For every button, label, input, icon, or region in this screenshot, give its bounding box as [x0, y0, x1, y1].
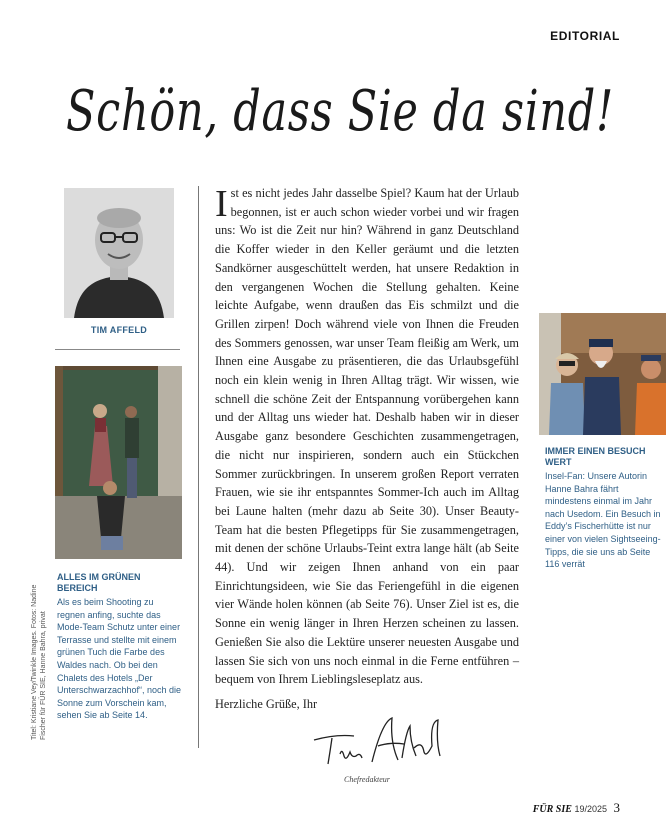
magazine-brand: FÜR SIE: [532, 804, 572, 815]
signature-role: Chefredakteur: [344, 775, 390, 784]
drop-cap: I: [215, 183, 228, 225]
page-footer: [533, 800, 620, 816]
photo-credit: Titel: Kristiane Vey/Twinkle Images. Fotos: Nadine Fischer für FÜR SIE, Hanne Bahra, privat: [31, 584, 47, 740]
section-label: EDITORIAL: [550, 29, 620, 43]
left-caption-title: ALLES IM GRÜNEN BEREICH: [57, 572, 141, 593]
portrait-photo: [64, 188, 174, 318]
divider: [55, 349, 180, 350]
handwritten-headline: [62, 62, 622, 152]
right-caption-title: IMMER EINEN BESUCH WERT: [545, 446, 646, 467]
issue-number: 19/2025: [574, 804, 607, 814]
greeting: Herzliche Grüße, Ihr: [215, 697, 318, 711]
photo-visit: [539, 313, 666, 435]
signature-image: [306, 712, 456, 774]
column-divider: [198, 186, 199, 748]
page-number: 3: [613, 800, 620, 815]
portrait-caption: TIM AFFELD: [90, 325, 148, 335]
headline-text: Schön, dass Sie da sind!: [66, 79, 614, 144]
editorial-body: [215, 184, 519, 689]
photo-shooting: [55, 366, 182, 559]
editorial-text: st es nicht jedes Jahr dasselbe Spiel? Kaum hat der Urlaub begonnen, ist er auch schon wieder vorbei und wir fragen uns: Wo ist die Zeit nur hin? Während in ganz Deutschland die Koffer wieder in den Keller geräumt und die letzten Sandkörner ausgeschüttelt werden, hat unsere Redaktion in den vergangenen Wochen die Stellung gehalten. Keine leichte Aufgabe, wenn draußen das Eis schmilzt und die Grillen zirpen! Doch während viele von Ihnen die Freuden des Sommers genossen, war unser Team fleißig am Werk, um Ihnen eine Ausgabe zu präsentieren, die das Urlaubsgefühl noch ein klein wenig in Ihren Alltag trägt. Wir wissen, wie schnell die schöne Zeit der Entspannung vorübergehen kann und der Alltag uns wieder hat. Deshalb haben wir in dieser Ausgabe ganz besondere Geschichten zusammengetragen, die nicht nur inspirieren, sondern auch ein Stückchen Sommer zurückbringen. In unserem großen Report verraten Frauen, wie sie ihr entspanntes Sommer-Ich auch im Alltag bei Laune halten (mehr dazu ab Seite 30). Unser Beauty-Team hat die besten Pflegetipps für Sie zusammengetragen, mit denen der schöne Urlaubs-Teint extra lange hält (ab Seite 44). Und wir zeigen Ihnen anhand von ein paar Einrichtungsideen, wie Sie das Feriengefühl in die eigenen vier Wände holen können (ab Seite 76). Unser Ziel ist es, die Sonne ein wenig länger in Ihren Herzen scheinen zu lassen. Genießen Sie also die Lektüre unserer neuesten Ausgabe und lassen Sie sich von uns noch einmal in die Ferne entführen – bequem von Ihrem Lieblingsleseplatz aus.: [215, 186, 519, 687]
right-caption-body: Insel-Fan: Unsere Autorin Hanne Bahra fährt mindestens einmal im Jahr nach Usedom. Ein Besuch in Eddy’s Fischerhütte ist nur einer von vielen Sightseeing-Tipps, die sie uns ab Seite 116 verrät: [545, 471, 661, 570]
left-caption-body: Als es beim Shooting zu regnen anfing, suchte das Mode-Team Schutz unter einer Terrasse und stellte mit einem grünen Tuch die Farbe des Waldes nach. Ob bei den Chalets des Hotels „Der Unterschwarzachhof“, noch die Sonne zum Vorschein kam, sehen Sie ab Seite 14.: [57, 597, 182, 721]
